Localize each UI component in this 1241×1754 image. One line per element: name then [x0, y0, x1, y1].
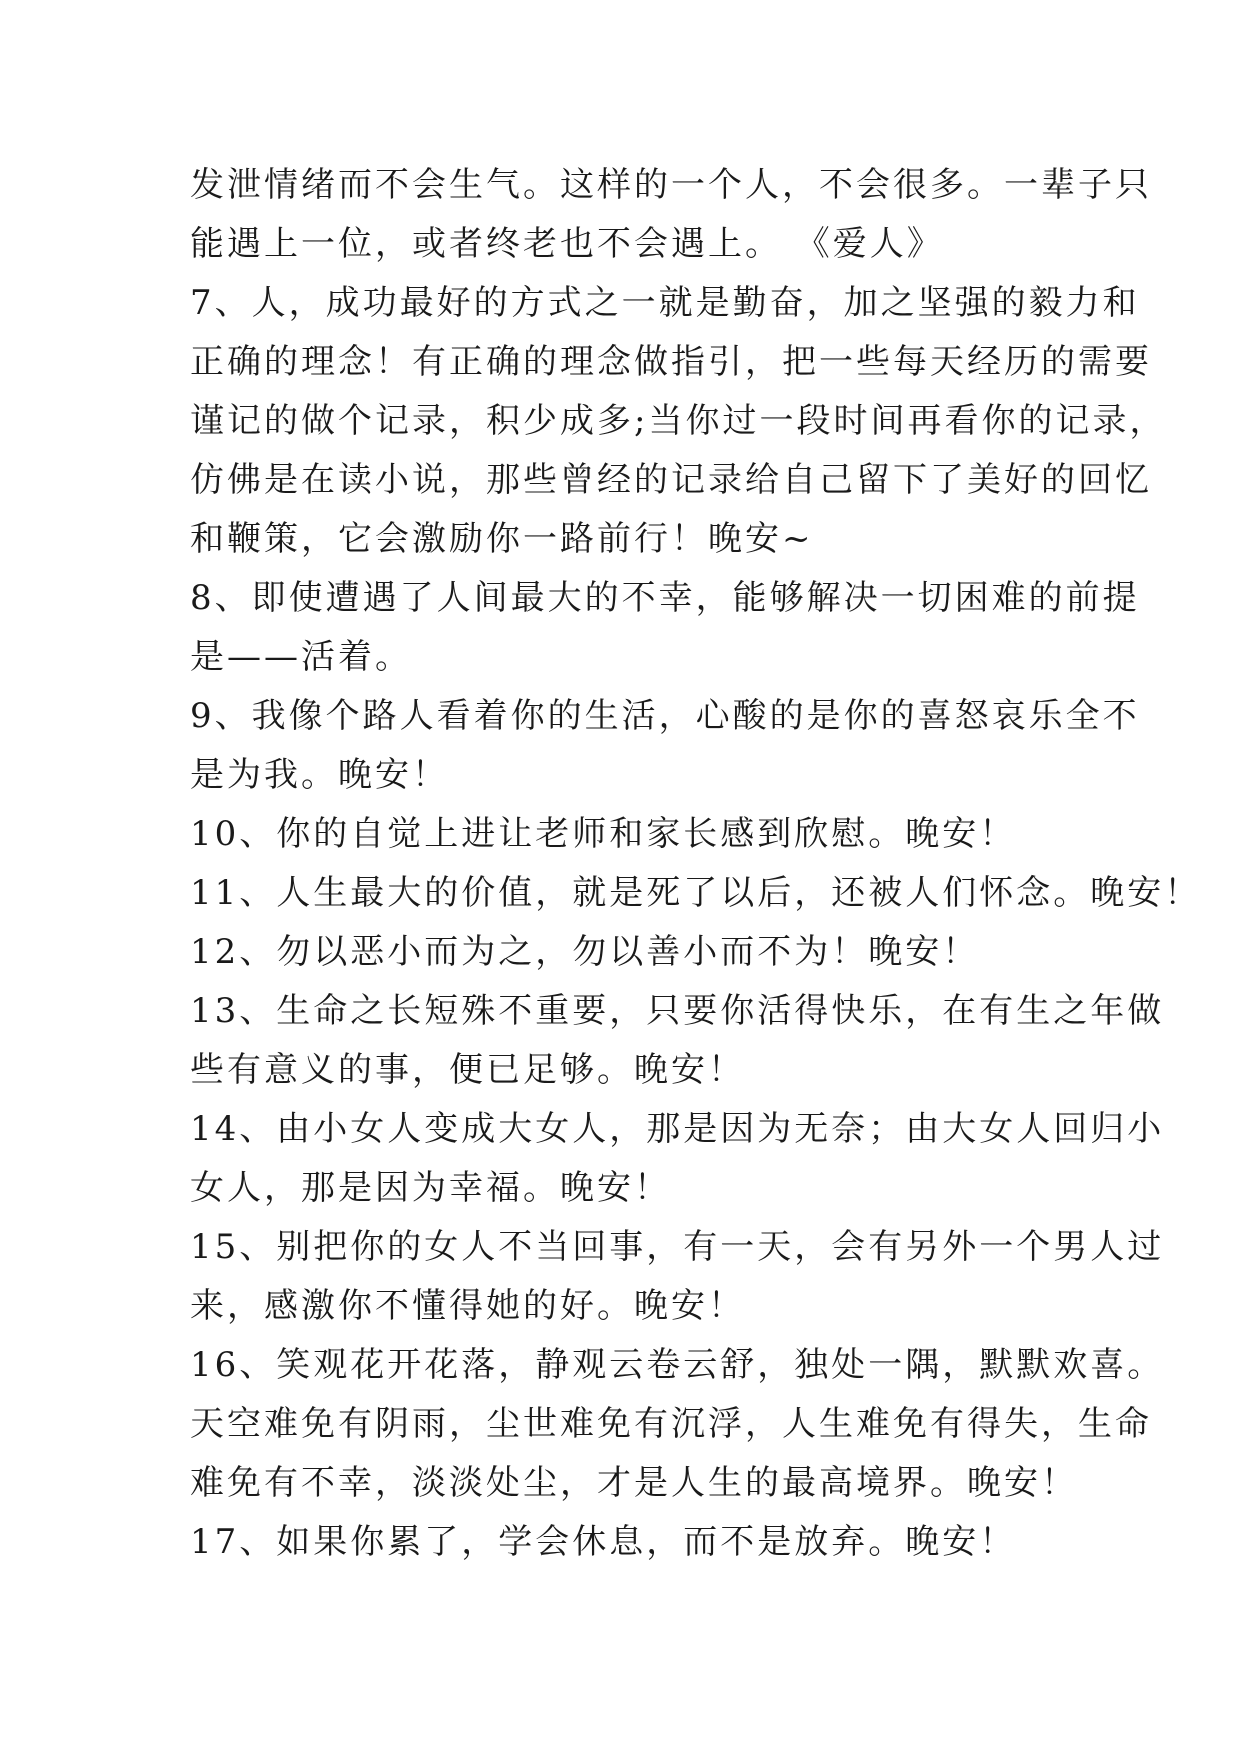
- body-text: [190, 156, 1202, 1572]
- text-line: 能遇上一位，或者终老也不会遇上。 《爱人》: [190, 224, 944, 264]
- text-line: 谨记的做个记录，积少成多;当你过一段时间再看你的记录，: [190, 401, 1167, 441]
- text-line: 11、人生最大的价值，就是死了以后，还被人们怀念。晚安！: [190, 873, 1202, 913]
- text-line: 17、如果你累了，学会休息，而不是放弃。晚安！: [190, 1522, 1017, 1562]
- text-line: 15、别把你的女人不当回事，有一天，会有另外一个男人过: [190, 1227, 1165, 1267]
- text-line: 是为我。晚安！: [190, 755, 449, 795]
- text-line: 是——活着。: [190, 637, 412, 677]
- text-line: 正确的理念！有正确的理念做指引，把一些每天经历的需要: [190, 342, 1152, 382]
- text-line: 10、你的自觉上进让老师和家长感到欣慰。晚安！: [190, 814, 1017, 854]
- text-line: 7、人，成功最好的方式之一就是勤奋，加之坚强的毅力和: [190, 283, 1140, 323]
- text-line: 8、即使遭遇了人间最大的不幸，能够解决一切困难的前提: [190, 578, 1140, 618]
- text-line: 14、由小女人变成大女人，那是因为无奈；由大女人回归小: [190, 1109, 1165, 1149]
- text-line: 难免有不幸，淡淡处尘，才是人生的最高境界。晚安！: [190, 1463, 1078, 1503]
- text-line: 和鞭策，它会激励你一路前行！晚安~: [190, 519, 814, 559]
- text-line: 来，感激你不懂得她的好。晚安！: [190, 1286, 745, 1326]
- text-line: 仿佛是在读小说，那些曾经的记录给自己留下了美好的回忆: [190, 460, 1152, 500]
- text-line: 9、我像个路人看着你的生活，心酸的是你的喜怒哀乐全不: [190, 696, 1140, 736]
- text-line: 12、勿以恶小而为之，勿以善小而不为！晚安！: [190, 932, 980, 972]
- text-line: 些有意义的事，便已足够。晚安！: [190, 1050, 745, 1090]
- text-line: 16、笑观花开花落，静观云卷云舒，独处一隅，默默欢喜。: [190, 1345, 1165, 1385]
- text-line: 发泄情绪而不会生气。这样的一个人，不会很多。一辈子只: [190, 165, 1152, 205]
- text-line: 天空难免有阴雨，尘世难免有沉浮，人生难免有得失，生命: [190, 1404, 1152, 1444]
- text-line: 13、生命之长短殊不重要，只要你活得快乐，在有生之年做: [190, 991, 1165, 1031]
- text-line: 女人，那是因为幸福。晚安！: [190, 1168, 671, 1208]
